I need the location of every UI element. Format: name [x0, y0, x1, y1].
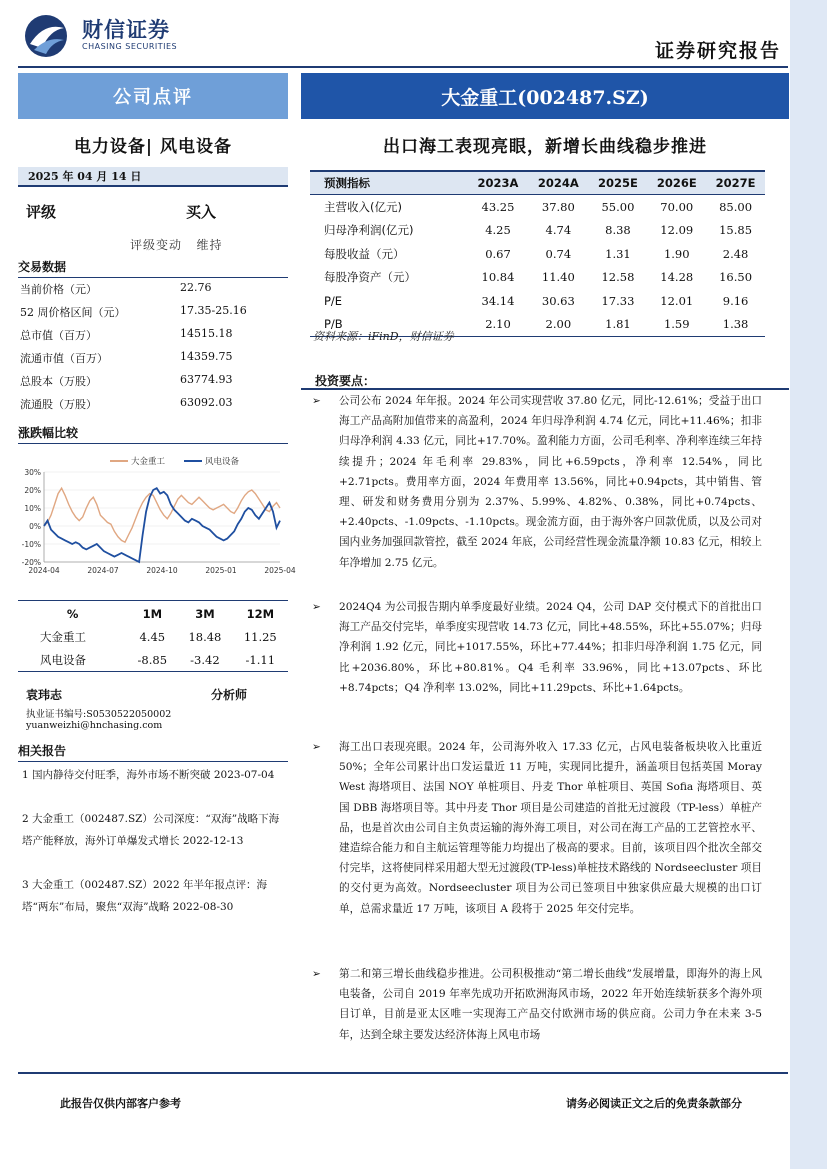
trading-key: 流通市值（百万）	[20, 352, 108, 365]
forecast-cell: 1.81	[589, 313, 648, 337]
perf-row	[18, 648, 288, 672]
forecast-cell: 9.16	[722, 293, 749, 308]
rating-value: 买入	[186, 203, 217, 221]
highlight-paragraph	[312, 391, 762, 573]
forecast-cell: 每股收益（元）	[324, 246, 405, 261]
related-report-item[interactable]: 2 大金重工（002487.SZ）公司深度：“双海”战略下海塔产能释放，海外订单爆发式增长 2022-12-13	[22, 813, 280, 847]
trading-value: 63774.93	[180, 373, 233, 386]
forecast-cell: 4.25	[485, 223, 511, 238]
analyst-cert: 执业证书编号:S0530522050002	[26, 709, 172, 720]
forecast-table	[310, 170, 765, 337]
chart-series-line	[44, 488, 280, 562]
forecast-cell: 0.67	[485, 246, 511, 261]
header-rule	[18, 66, 788, 68]
analyst-name: 袁玮志	[26, 688, 63, 702]
chart-y-tick-label: -20%	[21, 558, 41, 567]
forecast-cell: 2.48	[722, 246, 749, 261]
trading-value: 22.76	[180, 281, 212, 294]
trading-value: 14515.18	[180, 327, 233, 340]
analyst-email[interactable]: yuanweizhi@hnchasing.com	[26, 720, 163, 731]
forecast-header-cell: 2023A	[468, 171, 528, 195]
forecast-cell: 17.33	[601, 293, 635, 308]
forecast-cell: 12.01	[660, 293, 694, 308]
forecast-cell: 0.74	[545, 246, 572, 261]
chasing-logo-icon	[24, 14, 68, 58]
trading-value: 14359.75	[180, 350, 233, 363]
forecast-cell: 30.63	[541, 293, 575, 308]
forecast-cell: 4.74	[545, 223, 572, 238]
forecast-header-cell: 2026E	[647, 171, 706, 195]
trading-key: 52 周价格区间（元）	[20, 306, 126, 319]
analyst-role: 分析师	[211, 688, 248, 702]
forecast-cell: 37.80	[541, 199, 575, 214]
report-kind-band: 公司点评	[18, 73, 288, 119]
perf-cell: 大金重工	[40, 629, 86, 644]
perf-cell: 18.48	[188, 629, 222, 644]
highlight-text: 公司公布 2024 年年报。2024 年公司实现营收 37.80 亿元，同比-12.61%；受益于出口海工产品高附加值带来的高盈利，2024 年归母净利润 4.74 亿元，同比+11.46%；扣非归母净利润 4.33 亿元，同比+17.70%。盈利能力方面，公司毛利率、净利率连续三年持续提升；2024 年毛利率 29.83%，同比+6.59pcts，净利率 12.54%，同比+2.71pcts。费用率方面，2024 年费用率 13.56%，同比+0.94pcts，其中销售、管理、研发和财务费用分别为 2.37%、5.99%、4.82%、0.38%，同比+0.74pcts、+2.40pcts、-1.09pcts、-1.10pcts。现金流方面，由于海外客户回款优质，以及公司对国内业务加强回款管控，截至 2024 年底，公司经营性现金流量净额 10.83 亿元，相较上年净增加 2.75 亿元。	[339, 395, 762, 569]
chart-y-tick-label: 20%	[24, 486, 41, 495]
perf-cell: 11.25	[243, 629, 277, 644]
investment-rule	[301, 388, 789, 390]
chart-legend-label: 风电设备	[205, 457, 240, 467]
document-type: 证券研究报告	[654, 40, 781, 62]
forecast-cell: 12.58	[601, 270, 635, 285]
right-edge-stripe	[790, 0, 827, 1169]
chart-x-tick-label: 2024-10	[146, 566, 178, 575]
trading-key: 总股本（万股）	[20, 375, 97, 388]
trading-row	[20, 373, 260, 389]
trading-row	[20, 304, 260, 320]
performance-chart	[18, 450, 296, 585]
arrow-bullet-icon: ➢	[312, 395, 321, 407]
related-reports-title: 相关报告	[18, 742, 288, 762]
highlight-paragraph	[312, 737, 762, 919]
perf-header-row	[18, 601, 288, 626]
chart-x-tick-label: 2024-07	[87, 566, 119, 575]
highlight-text: 2024Q4 为公司报告期内单季度最好业绩。2024 Q4，公司 DAP 交付模式下的首批出口海工产品交付完毕，单季度实现营收 14.73 亿元，同比+48.55%，环比+55.07%；归母净利润 1.92 亿元，同比+1017.55%，环比+77.44%；扣非归母净利润 1.75 亿元，同比+2036.80%，环比+80.81%。Q4 毛利率 33.96%，同比+13.07pcts、环比+8.74pcts；Q4 净利率 13.02%，同比+11.29pcts、环比+1.64pcts。	[339, 601, 762, 694]
chart-y-tick-label: 10%	[24, 504, 41, 513]
trading-row	[20, 396, 260, 412]
forecast-row	[310, 289, 765, 313]
chart-series-line	[44, 488, 280, 542]
perf-cell: -8.85	[127, 648, 177, 672]
forecast-cell: 1.31	[605, 246, 631, 261]
trading-row	[20, 281, 260, 297]
logo-name-en: CHASING SECURITIES	[82, 42, 178, 51]
forecast-cell: 10.84	[481, 270, 515, 285]
performance-table	[18, 600, 288, 672]
logo-name-cn: 财信证券	[82, 18, 170, 42]
forecast-cell: P/E	[324, 293, 343, 308]
related-report-item[interactable]: 1 国内静待交付旺季，海外市场不断突破 2023-07-04	[22, 769, 275, 781]
footer-left: 此报告仅供内部客户参考	[60, 1097, 181, 1110]
arrow-bullet-icon: ➢	[312, 968, 321, 980]
arrow-bullet-icon: ➢	[312, 601, 321, 613]
related-report-item[interactable]: 3 大金重工（002487.SZ）2022 年半年报点评：海塔“两东”布局，聚焦“双海”战略 2022-08-30	[22, 879, 267, 913]
report-date: 2025 年 04 月 14 日	[18, 167, 288, 187]
perf-header-cell: 12M	[233, 601, 288, 626]
perf-cell: -3.42	[177, 648, 232, 672]
perf-cell: 风电设备	[18, 648, 127, 672]
trading-value: 63092.03	[180, 396, 233, 409]
investment-title: 投资要点：	[315, 374, 376, 388]
forecast-cell: 16.50	[719, 270, 753, 285]
perf-cell: 4.45	[139, 629, 166, 644]
trading-key: 流通股（万股）	[20, 398, 97, 411]
trading-key: 当前价格（元）	[20, 283, 97, 296]
highlight-text: 海工出口表现亮眼。2024 年，公司海外收入 17.33 亿元，占风电装备板块收入比重近 50%；全年公司累计出口发运量近 11 万吨，实现同比提升，涵盖项目包括英国 Moray West 海塔项目、法国 NOY 单桩项目、丹麦 Thor 单桩项目、英国 Sofia 海塔项目、英国 DBB 海塔项目等。其中丹麦 Thor 项目是公司建造的首批无过渡段（TP-less）单桩产品，也是首次由公司自主负责运输的海外海工项目，对公司在海工产品的工艺管控水平、建造综合能力和自主航运管理等能力均提出了极高的要求。目前，该项目四个批次全部交付完毕，这将使同样采用超大型无过渡段(TP-less)单桩技术路线的 Nordseecluster 项目的交付更为高效。Nordseecluster 项目为公司已签项目中独家供应最大规模的出口订单，总需求量近 17 万吨，该项目 A 段将于 2025 年交付完毕。	[339, 741, 762, 915]
forecast-cell: 70.00	[660, 199, 694, 214]
chart-legend-label: 大金重工	[131, 457, 166, 467]
chart-x-tick-label: 2025-01	[205, 566, 237, 575]
chart-y-tick-label: 0%	[29, 522, 41, 531]
forecast-cell: 主营收入(亿元)	[324, 199, 402, 214]
forecast-header-cell: 预测指标	[310, 171, 468, 195]
arrow-bullet-icon: ➢	[312, 741, 321, 753]
forecast-cell: 12.09	[660, 223, 694, 238]
forecast-cell: P/B	[310, 313, 468, 337]
chart-y-tick-label: 30%	[24, 468, 41, 477]
perf-header-cell: 1M	[127, 601, 177, 626]
forecast-cell: 55.00	[601, 199, 635, 214]
forecast-header-cell: 2024A	[528, 171, 588, 195]
highlight-paragraph	[312, 964, 762, 1045]
forecast-header-row	[310, 171, 765, 195]
forecast-cell: 15.85	[719, 223, 753, 238]
forecast-row	[310, 242, 765, 266]
perf-header-cell: %	[18, 601, 127, 626]
forecast-cell: 14.28	[660, 270, 694, 285]
company-band: 大金重工(002487.SZ)	[301, 73, 789, 119]
forecast-cell: 1.59	[647, 313, 706, 337]
report-headline: 出口海工表现亮眼，新增长曲线稳步推进	[383, 137, 707, 157]
trading-key: 总市值（百万）	[20, 329, 97, 342]
forecast-cell: 每股净资产（元）	[324, 270, 416, 285]
forecast-source: 资料来源：iFinD，财信证券	[313, 330, 454, 343]
highlight-paragraph	[312, 597, 762, 698]
highlight-text: 第二和第三增长曲线稳步推进。公司积极推动“第二增长曲线”发展增量，即海外的海上风电装备，公司自 2019 年率先成功开拓欧洲海风市场，2022 年开始连续斩获多个海外项目订单，目前是亚太区唯一实现海工产品交付欧洲市场的供应商。公司力争在未来 3-5 年，达到全球主要发达经济体海上风电市场	[339, 968, 762, 1041]
forecast-cell: 43.25	[481, 199, 515, 214]
trading-data-title: 交易数据	[18, 258, 288, 278]
footer-right: 请务必阅读正文之后的免责条款部分	[566, 1097, 742, 1110]
forecast-row	[310, 266, 765, 290]
forecast-row	[310, 219, 765, 243]
forecast-cell: 85.00	[719, 199, 753, 214]
rating-label: 评级	[26, 203, 57, 221]
forecast-cell: 11.40	[541, 270, 575, 285]
trading-row	[20, 350, 260, 366]
forecast-cell: 34.14	[481, 293, 515, 308]
forecast-cell: 归母净利润(亿元)	[324, 223, 414, 238]
forecast-cell: 1.38	[706, 313, 765, 337]
perf-header-cell: 3M	[177, 601, 232, 626]
forecast-cell: 8.38	[605, 223, 631, 238]
rating-change	[130, 236, 222, 253]
forecast-row	[310, 195, 765, 219]
forecast-cell: 2.00	[528, 313, 588, 337]
performance-title: 涨跌幅比较	[18, 424, 288, 444]
chart-x-tick-label: 2024-04	[28, 566, 60, 575]
forecast-cell: 2.10	[468, 313, 528, 337]
footer-rule	[18, 1072, 788, 1074]
perf-row	[18, 625, 288, 648]
trading-value: 17.35-25.16	[180, 304, 247, 317]
forecast-header-cell: 2025E	[589, 171, 648, 195]
trading-row	[20, 327, 260, 343]
forecast-cell: 1.90	[663, 246, 690, 261]
perf-cell: -1.11	[233, 648, 288, 672]
chart-y-tick-label: -10%	[21, 540, 41, 549]
industry-label: 电力设备| 风电设备	[73, 137, 233, 157]
chart-x-tick-label: 2025-04	[264, 566, 296, 575]
rating-change-value: 维持	[196, 238, 223, 252]
forecast-header-cell: 2027E	[706, 171, 765, 195]
rating-change-label: 评级变动	[130, 238, 183, 252]
